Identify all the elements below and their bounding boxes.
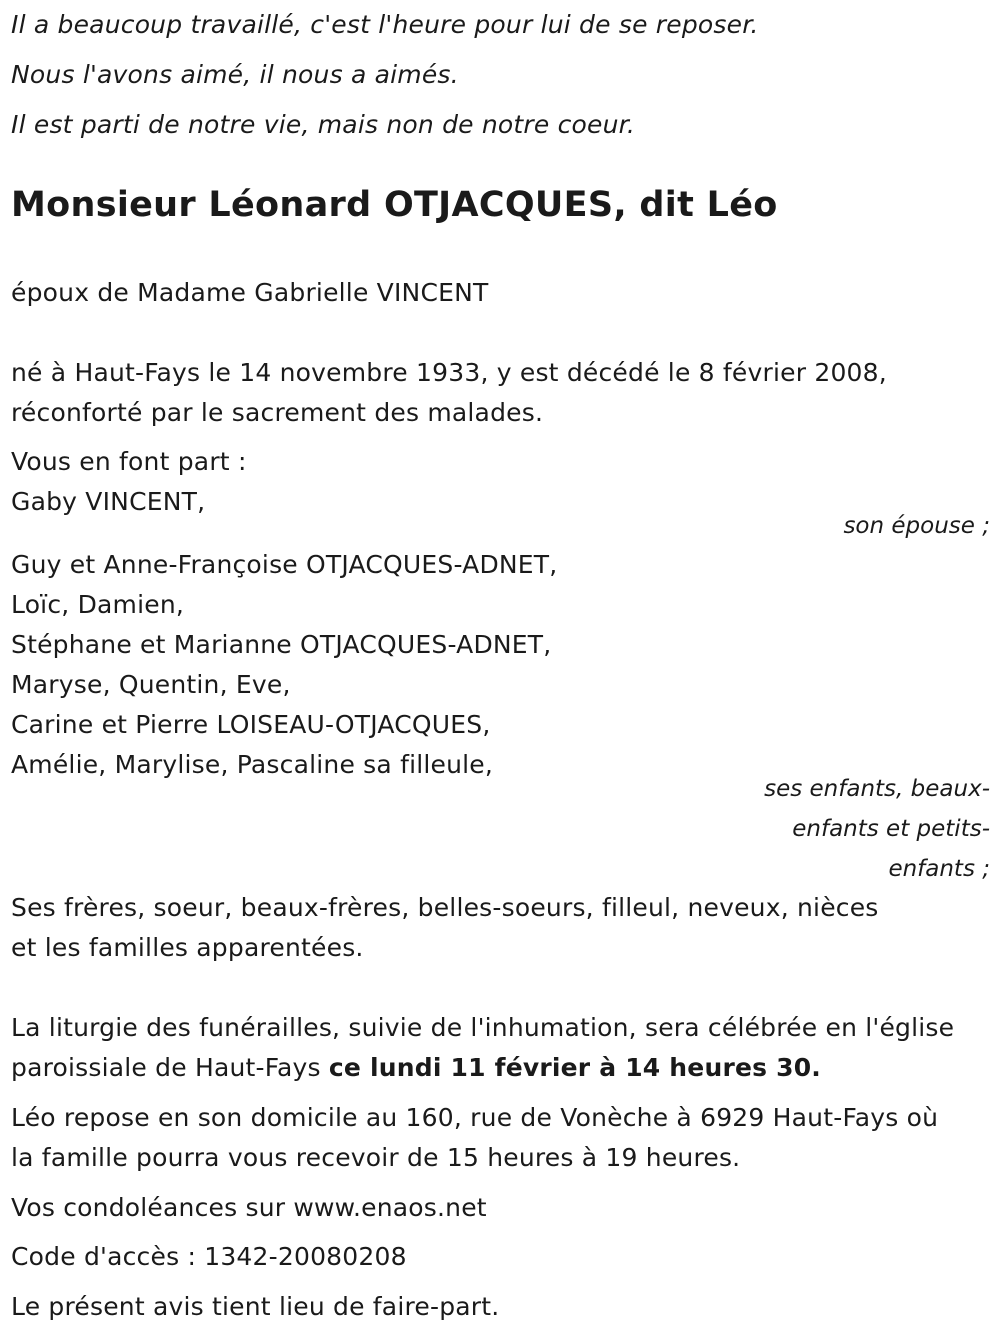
birth-death-line-2: réconforté par le sacrement des malades. — [11, 398, 544, 427]
child-line-5: Carine et Pierre LOISEAU-OTJACQUES, — [11, 710, 491, 739]
visitation-line-2: la famille pourra vous recevoir de 15 heures à 19 heures. — [11, 1143, 741, 1172]
epigraph-line-1: Il a beaucoup travaillé, c'est l'heure pour lui de se reposer. — [11, 10, 759, 39]
deceased-name: Monsieur Léonard OTJACQUES, dit Léo — [11, 185, 778, 225]
child-line-4: Maryse, Quentin, Eve, — [11, 670, 291, 699]
spouse-role: son épouse ; — [843, 513, 990, 539]
ceremony-line-2 — [11, 1053, 821, 1083]
child-line-2: Loïc, Damien, — [11, 590, 185, 619]
ceremony-datetime: ce lundi 11 février à 14 heures 30. — [328, 1053, 822, 1082]
children-role-line-3: enfants ; — [888, 856, 990, 882]
announcers-intro: Vous en font part : — [11, 447, 247, 476]
condolences-line: Vos condoléances sur www.enaos.net — [11, 1193, 487, 1222]
children-role-line-1: ses enfants, beaux- — [764, 776, 990, 802]
family-line-2: et les familles apparentées. — [11, 933, 364, 962]
children-role-line-2: enfants et petits- — [792, 816, 990, 842]
child-line-1: Guy et Anne-Françoise OTJACQUES-ADNET, — [11, 550, 558, 579]
birth-death-line-1: né à Haut-Fays le 14 novembre 1933, y est décédé le 8 février 2008, — [11, 358, 887, 387]
child-line-6: Amélie, Marylise, Pascaline sa filleule, — [11, 750, 494, 779]
notice-line: Le présent avis tient lieu de faire-part. — [11, 1292, 500, 1321]
visitation-line-1: Léo repose en son domicile au 160, rue de Vonèche à 6929 Haut-Fays où — [11, 1103, 939, 1132]
ceremony-place: paroissiale de Haut-Fays — [11, 1053, 329, 1082]
epigraph-line-3: Il est parti de notre vie, mais non de notre coeur. — [11, 110, 636, 139]
spouse-line: époux de Madame Gabrielle VINCENT — [11, 278, 489, 307]
access-code-line: Code d'accès : 1342-20080208 — [11, 1242, 407, 1271]
spouse-name: Gaby VINCENT, — [11, 487, 206, 516]
ceremony-line-1: La liturgie des funérailles, suivie de l'inhumation, sera célébrée en l'église — [11, 1013, 955, 1042]
child-line-3: Stéphane et Marianne OTJACQUES-ADNET, — [11, 630, 552, 659]
family-line-1: Ses frères, soeur, beaux-frères, belles-soeurs, filleul, neveux, nièces — [11, 893, 879, 922]
epigraph-line-2: Nous l'avons aimé, il nous a aimés. — [11, 60, 459, 89]
